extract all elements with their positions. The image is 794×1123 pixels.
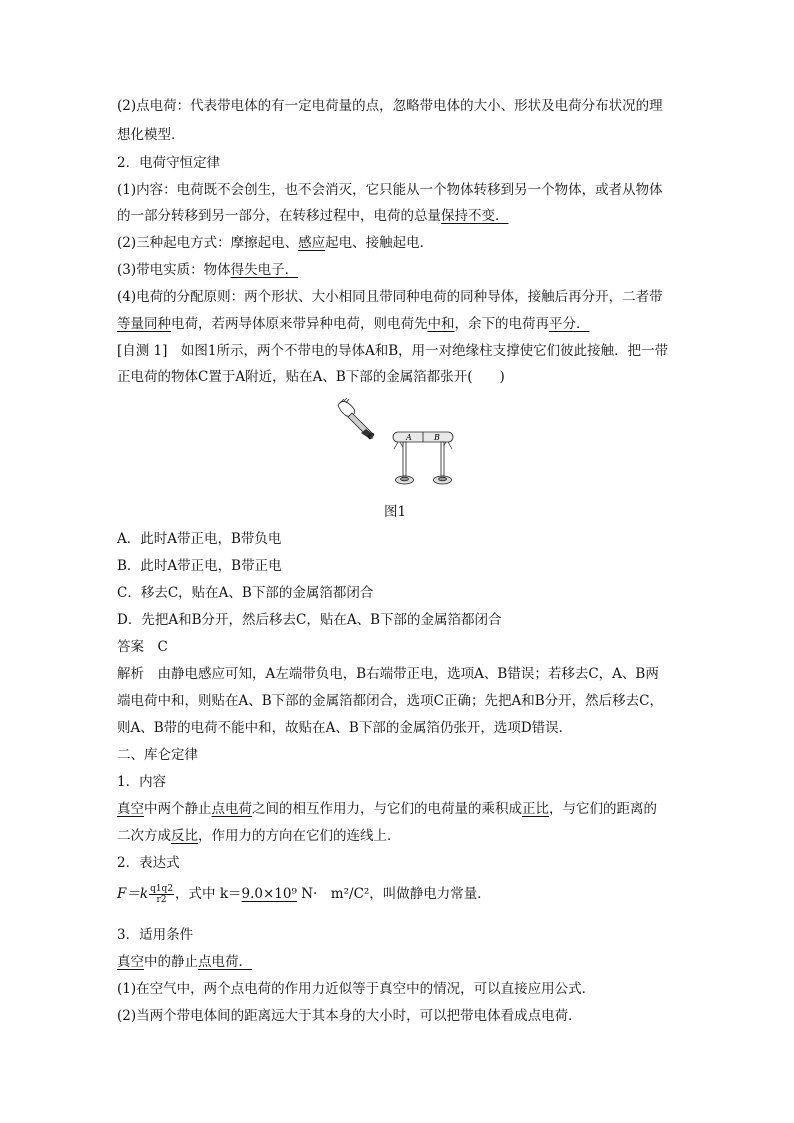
option-c: C．移去C，贴在A、B下部的金属箔都闭合 xyxy=(117,585,374,601)
option-a: A．此时A带正电，B带负电 xyxy=(117,531,282,547)
conductors-ab xyxy=(393,432,453,442)
heading-conservation: 2．电荷守恒定律 xyxy=(117,155,221,171)
text-line: (1)内容：电荷既不会创生，也不会消灭，它只能从一个物体转移到另一个物体，或者从物体 xyxy=(117,182,663,198)
conductor-figure xyxy=(330,395,470,495)
text-line: (3)带电实质：物体得失电子． xyxy=(117,262,299,278)
explanation-line: 端电荷中和，则贴在A、B下部的金属箔都闭合，选项C正确；先把A和B分开，然后移去C， xyxy=(117,693,663,709)
text-line: 二次方成反比，作用力的方向在它们的连线上． xyxy=(117,828,401,844)
label-b: B xyxy=(434,433,440,442)
explanation-line: 则A、B带的电荷不能中和，故贴在A、B下部的金属箔仍张开，选项D错误． xyxy=(117,720,573,736)
text-line: 的一部分转移到另一部分，在转移过程中，电荷的总量保持不变． xyxy=(117,208,509,224)
explanation-line: 解析 由静电感应可知，A左端带负电，B右端带正电，选项A、B错误；若移去C，A、B两 xyxy=(117,666,659,682)
text-line: (1)在空气中，两个点电荷的作用力近似等于真空中的情况，可以直接应用公式． xyxy=(117,981,596,997)
figure-caption: 图1 xyxy=(384,504,407,520)
subheading: 3．适用条件 xyxy=(117,927,194,943)
answer: 答案 C xyxy=(117,639,168,655)
text-line: (2)当两个带电体间的距离远大于其本身的大小时，可以把带电体看成点电荷． xyxy=(117,1008,582,1024)
text-line: (2)三种起电方式：摩擦起电、感应起电、接触起电． xyxy=(117,235,434,251)
section-heading: 二、库仑定律 xyxy=(117,747,198,763)
label-a: A xyxy=(406,433,412,442)
option-b: B．此时A带正电，B带正电 xyxy=(117,558,282,574)
text-line: 真空中的静止点电荷． xyxy=(117,954,252,970)
text-line: (2)点电荷：代表带电体的有一定电荷量的点，忽略带电体的大小、形状及电荷分布状况的理 xyxy=(117,98,663,114)
question-stem: 正电荷的物体C置于A附近，贴在A、B下部的金属箔都张开( ) xyxy=(117,369,505,385)
text-line: 等量同种电荷，若两导体原来带异种电荷，则电荷先中和，余下的电荷再平分． xyxy=(117,316,590,332)
insulating-stands xyxy=(396,442,452,484)
subheading: 2．表达式 xyxy=(117,855,180,871)
text-line: 真空中两个静止点电荷之间的相互作用力，与它们的电荷量的乘积成正比，与它们的距离的 xyxy=(117,801,657,817)
question-stem: [自测 1] 如图1所示，两个不带电的导体A和B，用一对绝缘柱支撑使它们彼此接触．把一带 xyxy=(117,343,669,359)
subheading: 1．内容 xyxy=(117,774,167,790)
coulomb-formula: F＝k $\frac{q1q2}{r2}$ ，式中 k＝9.0×10⁹ N· m²/C²，叫做静电力常量． xyxy=(117,884,491,905)
text-line: 想化模型． xyxy=(117,127,185,143)
label-c: C xyxy=(368,432,375,441)
text-line: (4)电荷的分配原则：两个形状、大小相同且带同种电荷的同种导体，接触后再分开，二者带 xyxy=(117,289,663,305)
option-d: D．先把A和B分开，然后移去C，贴在A、B下部的金属箔都闭合 xyxy=(117,612,502,628)
